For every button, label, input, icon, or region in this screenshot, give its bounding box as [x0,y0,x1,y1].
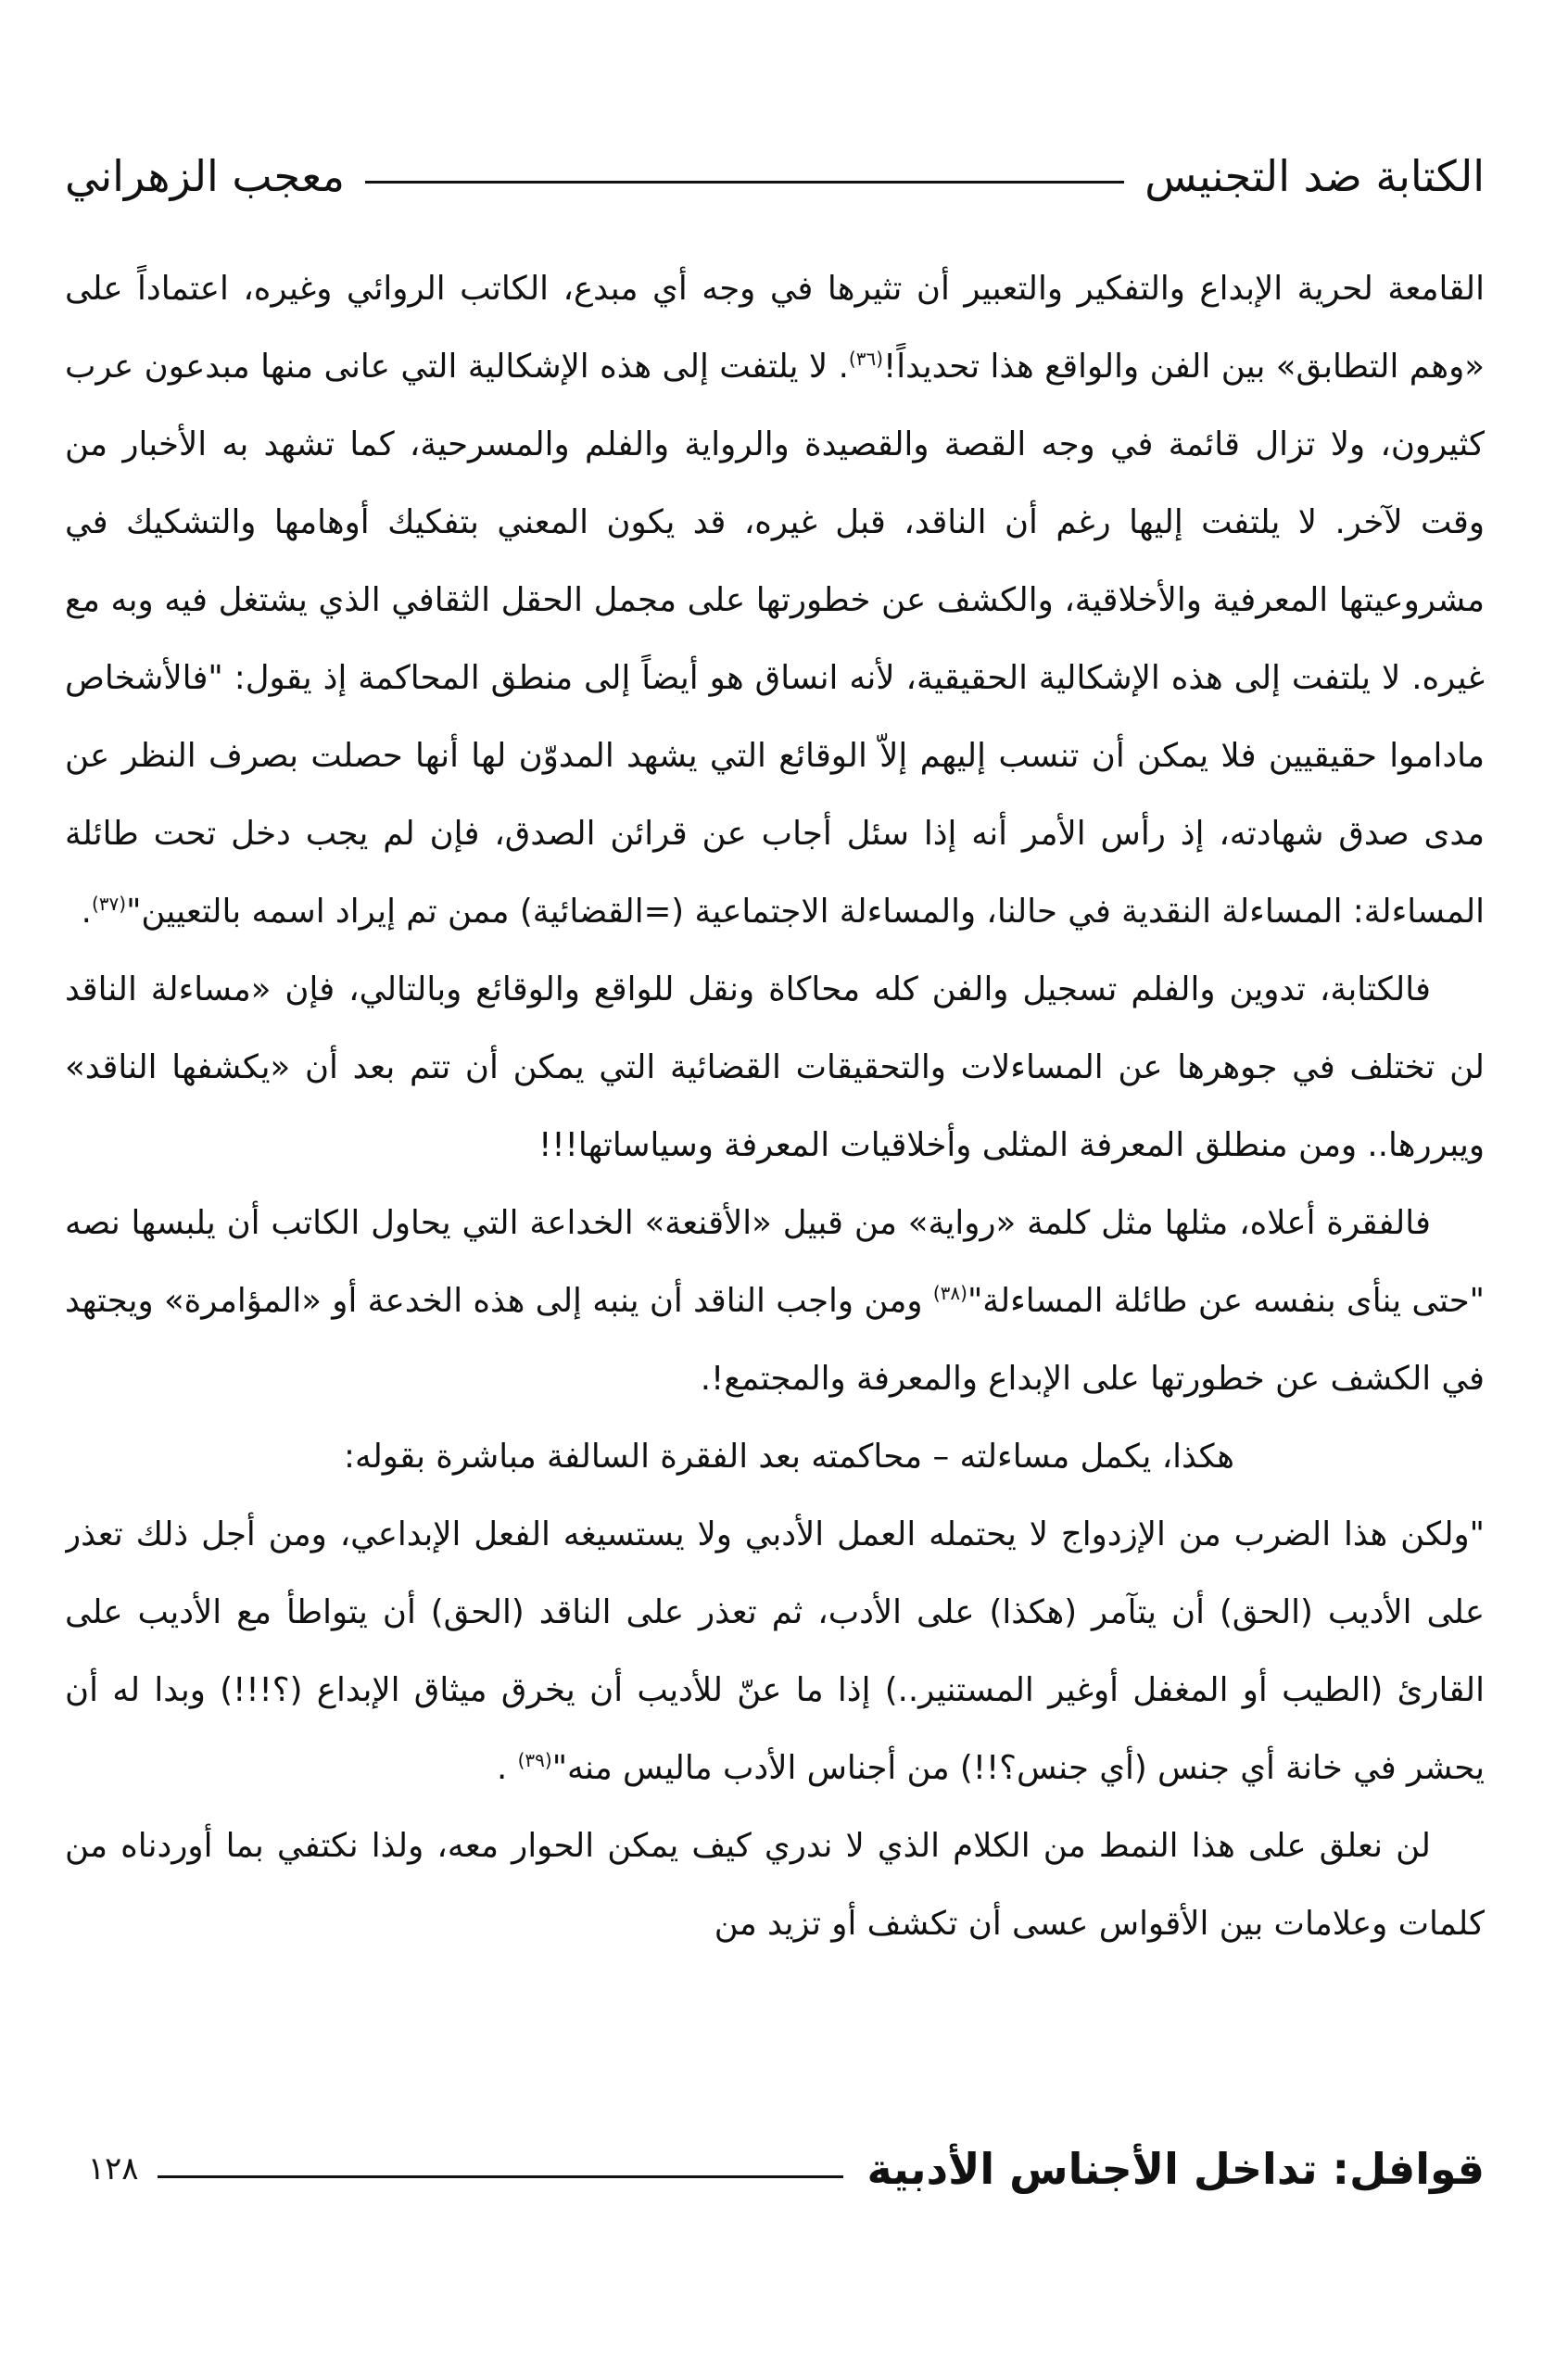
paragraph-3-text-b: ومن واجب الناقد أن ينبه إلى هذه الخدعة أو «المؤامرة» ويجتهد في الكشف عن خطورتها على الإبداع والمعرفة والمجتمع!. [65,1282,1485,1398]
footer-rule [158,2175,843,2178]
paragraph-1-text-end: . [81,893,92,931]
paragraph-3-text-a: فالفقرة أعلاه، مثلها مثل كلمة «رواية» من قبيل «الأقنعة» الخداعة التي يحاول الكاتب أن يلبسها نصه "حتى ينأى بنفسه عن طائلة المساءلة" [65,1204,1485,1320]
running-header [65,139,1485,213]
page-number: ١٢٨ [87,2150,139,2187]
paragraph-5-quote [65,1496,1485,1807]
footnote-ref-36: (٣٦) [848,348,884,371]
footer-journal-title: قوافل: تداخل الأجناس الأدبية [866,2144,1485,2194]
paragraph-1-text-a: القامعة لحرية الإبداع والتفكير والتعبير أن تثيرها في وجه أي مبدع، الكاتب الروائي وغيره، اعتماداً على «وهم التطابق» بين الفن والواقع هذا تحديداً! [65,270,1485,386]
paragraph-5-text-a: "ولكن هذا الضرب من الإزدواج لا يحتمله العمل الأدبي ولا يستسيغه الفعل الإبداعي، ومن أجل ذلك تعذر على الأديب (الحق) أن يتآمر (هكذا) على الأدب، ثم تعذر على الناقد (الحق) أن يتواطأ مع الأديب على القارئ (الطيب أو المغفل أوغير المستنير..) إذا ما عنّ للأديب أن يخرق ميثاق الإبداع (؟!!!) وبدا له أن يحشر في خانة أي جنس (أي جنس؟!!) من أجناس الأدب ماليس منه" [65,1515,1485,1787]
paragraph-1-text-b: . لا يلتفت إلى هذه الإشكالية التي عانى منها مبدعون عرب كثيرون، ولا تزال قائمة في وجه القصة والقصيدة والرواية والفلم والمسرحية، كما تشهد به الأخبار من وقت لآخر. لا يلتفت إليها رغم أن الناقد، قبل غيره، قد يكون المعني بتفكيك أوهامها والتشكيك في مشروعيتها المعرفية والأخلاقية، والكشف عن خطورتها على مجمل الحقل الثقافي الذي يشتغل فيه وبه مع غيره. لا يلتفت إلى هذه الإشكالية الحقيقية، لأنه انساق هو أيضاً إلى منطق المحاكمة إذ يقول: "فالأشخاص ماداموا حقيقيين فلا يمكن أن تنسب إليهم إلاّ الوقائع التي يشهد المدوّن لها أنها حصلت بصرف النظر عن مدى صدق شهادته، إذ رأس الأمر أنه إذا سئل أجاب عن قرائن الصدق، فإن لم يجب دخل تحت طائلة المساءلة: المساءلة النقدية في حالنا، والمساءلة الاجتماعية (=القضائية) ممن تم إيراد اسمه بالتعيين" [65,348,1485,931]
footnote-ref-38: (٣٨) [932,1282,967,1305]
header-author: معجب الزهراني [65,151,346,201]
header-book-title: الكتابة ضد التجنيس [1144,151,1485,201]
footnote-ref-39: (٣٩) [517,1749,552,1772]
paragraph-5-text-b: . [497,1749,518,1787]
header-rule [365,181,1124,184]
paragraph-4: هكذا، يكمل مساءلته – محاكمته بعد الفقرة السالفة مباشرة بقوله: [343,1438,1234,1476]
paragraph-1 [65,250,1485,951]
footnote-ref-37: (٣٧) [91,893,127,916]
paragraph-6: لن نعلق على هذا النمط من الكلام الذي لا ندري كيف يمكن الحوار معه، ولذا نكتفي بما أوردناه من كلمات وعلامات بين الأقواس عسى أن تكشف أو تزيد من [65,1827,1485,1943]
body-text [65,250,1485,2113]
paragraph-3 [65,1185,1485,1418]
paragraph-2: فالكتابة، تدوين والفلم تسجيل والفن كله محاكاة ونقل للواقع والوقائع وبالتالي، فإن «مساءلة الناقد لن تختلف في جوهرها عن المساءلات والتحقيقات القضائية التي يمكن أن تتم بعد أن «يكشفها الناقد» ويبررها.. ومن منطلق المعرفة المثلى وأخلاقيات المعرفة وسياساتها!!! [65,970,1485,1164]
running-footer [83,2132,1485,2206]
